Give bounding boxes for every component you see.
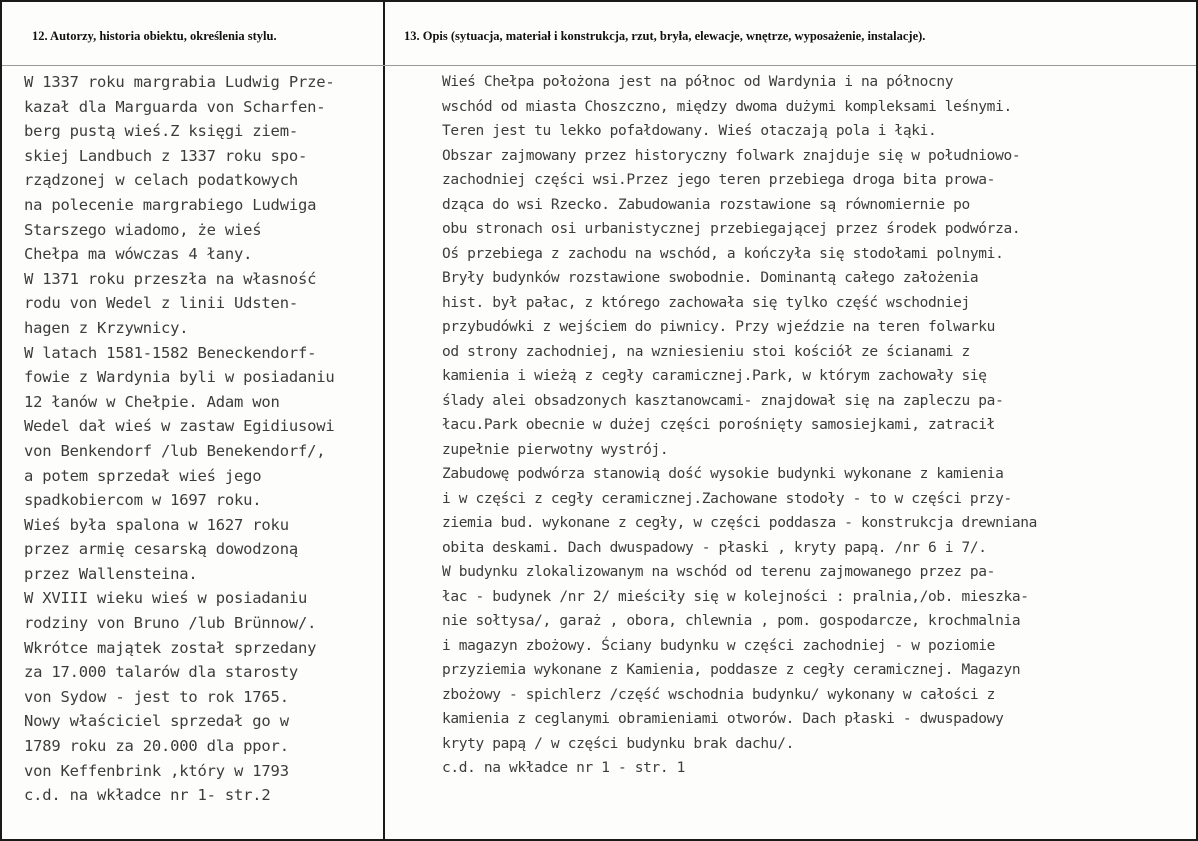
history-text-column — [24, 70, 376, 808]
history-text-line: spadkobiercom w 1697 roku. — [24, 491, 262, 510]
description-text-line: kamienia z ceglanymi obramieniami otworów. Dach płaski - dwuspadowy — [442, 711, 1004, 727]
history-text-line: przez Wallensteina. — [24, 564, 198, 583]
history-text-line: Chełpa ma wówczas 4 łany. — [24, 245, 253, 264]
description-text-line: Oś przebiega z zachodu na wschód, a kończyła się stodołami polnymi. — [442, 245, 1004, 262]
history-text-line: Wkrótce majątek został sprzedany — [24, 638, 317, 657]
history-text-line: 12 łanów w Chełpie. Adam won — [24, 392, 280, 411]
description-text-line: od strony zachodniej, na wzniesieniu stoi kościół ze ścianami z — [442, 343, 970, 360]
history-text-line: Starszego wiadomo, że wieś — [24, 220, 262, 239]
description-text-line: Wieś Chełpa położona jest na północ od Wardynia i na północny — [442, 74, 954, 90]
description-text-line: przyziemia wykonane z Kamienia, poddasze z cegły ceramicznej. Magazyn — [442, 662, 1021, 678]
description-text-line: obu stronach osi urbanistycznej przebiegającej przez środek podwórza. — [442, 221, 1021, 237]
description-text-line: nie sołtysa/, garaż , obora, chlewnia , pom. gospodarcze, krochmalnia — [442, 613, 1021, 629]
section-12-heading: 12. Autorzy, historia obiektu, określenia stylu. — [32, 29, 277, 43]
history-text-line: von Keffenbrink ,który w 1793 — [24, 761, 289, 780]
description-text-line: W budynku zlokalizowanym na wschód od terenu zajmowanego przez pa- — [442, 564, 996, 580]
history-text-line: skiej Landbuch z 1337 roku spo- — [24, 146, 308, 165]
history-text-line: Wieś była spalona w 1627 roku — [24, 515, 289, 534]
history-text-line: kazał dla Marguarda von Scharfen- — [24, 97, 326, 116]
history-text-line: W XVIII wieku wieś w posiadaniu — [24, 589, 308, 608]
description-text-line: Zabudowę podwórza stanowią dość wysokie budynki wykonane z kamienia — [442, 466, 1004, 482]
description-text-line: ziemia bud. wykonane z cegły, w części poddasza - konstrukcja drewniana — [442, 515, 1037, 531]
description-text-line: obita deskami. Dach dwuspadowy - płaski , kryty papą. /nr 6 i 7/. — [442, 539, 987, 556]
history-text-line: rodziny von Bruno /lub Brünnow/. — [24, 614, 317, 633]
history-text-line: Wedel dał wieś w zastaw Egidiusowi — [24, 417, 335, 436]
history-text-line: Nowy właściciel sprzedał go w — [24, 712, 289, 731]
description-text-line: kryty papą / w części budynku brak dachu/. — [442, 735, 794, 752]
history-text-line: c.d. na wkładce nr 1- str.2 — [24, 786, 271, 805]
description-text-line: Teren jest tu lekko pofałdowany. Wieś otaczają pola i łąki. — [442, 123, 937, 139]
description-text-line: kamienia i wieżą z cegły caramicznej.Park, w którym zachowały się — [442, 368, 987, 384]
history-text-line: za 17.000 talarów dla starosty — [24, 663, 298, 682]
history-text-line: hagen z Krzywnicy. — [24, 318, 189, 337]
description-text-line: i w części z cegły ceramicznej.Zachowane stodoły - to w części przy- — [442, 490, 1012, 507]
history-text-line: W 1371 roku przeszła na własność — [24, 269, 317, 288]
history-text-line: przez armię cesarską dowodzoną — [24, 540, 298, 559]
section-13-heading: 13. Opis (sytuacja, materiał i konstrukcja, rzut, bryła, elewacje, wnętrze, wyposażenie, instalacje). — [404, 29, 926, 43]
history-text-line: W latach 1581-1582 Beneckendorf- — [24, 343, 317, 362]
history-text-line: fowie z Wardynia byli w posiadaniu — [24, 368, 335, 387]
description-text-line: c.d. na wkładce nr 1 - str. 1 — [442, 760, 686, 776]
description-text-line: hist. był pałac, z którego zachowała się tylko część wschodniej — [442, 294, 970, 311]
description-text-line: przybudówki z wejściem do piwnicy. Przy wjeździe na teren folwarku — [442, 319, 996, 335]
history-text-line: W 1337 roku margrabia Ludwig Prze- — [24, 73, 335, 91]
description-text-line: zbożowy - spichlerz /część wschodnia budynku/ wykonany w całości z — [442, 686, 996, 703]
history-text-line: von Sydow - jest to rok 1765. — [24, 687, 289, 706]
history-text-line: a potem sprzedał wieś jego — [24, 466, 262, 485]
description-text-line: łacu.Park obecnie w dużej części porośnięty samosiejkami, zatracił — [442, 417, 996, 433]
description-text-line: Obszar zajmowany przez historyczny folwark znajduje się w południowo- — [442, 147, 1021, 164]
history-text-line: na polecenie margrabiego Ludwiga — [24, 195, 317, 214]
history-text-line: berg pustą wieś.Z księgi ziem- — [24, 122, 298, 141]
description-text-line: Bryły budynków rozstawione swobodnie. Dominantą całego założenia — [442, 270, 979, 286]
description-text-line: i magazyn zbożowy. Ściany budynku w części zachodniej - w poziomie — [442, 637, 996, 654]
history-text-line: 1789 roku za 20.000 dla ppor. — [24, 737, 289, 756]
description-text-line: dząca do wsi Rzecko. Zabudowania rozstawione są równomiernie po — [442, 196, 970, 213]
description-text-line: zupełnie pierwotny wystrój. — [442, 441, 669, 458]
history-text-line: rodu von Wedel z linii Udsten- — [24, 294, 298, 313]
description-text-line: łac - budynek /nr 2/ mieściły się w kolejności : pralnia,/ob. mieszka- — [442, 588, 1029, 605]
header-rule — [2, 65, 1196, 66]
column-divider — [383, 2, 385, 839]
history-text-line: rządzonej w celach podatkowych — [24, 171, 298, 190]
description-text-column — [442, 70, 1194, 781]
history-text-line: von Benkendorf /lub Benekendorf/, — [24, 441, 326, 460]
description-text-line: wschód od miasta Choszczno, między dwoma dużymi kompleksami leśnymi. — [442, 98, 1012, 115]
description-text-line: ślady alei obsadzonych kasztanowcami- znajdował się na zapleczu pa- — [442, 392, 1004, 409]
description-text-line: zachodniej części wsi.Przez jego teren przebiega droga bita prowa- — [442, 172, 996, 188]
